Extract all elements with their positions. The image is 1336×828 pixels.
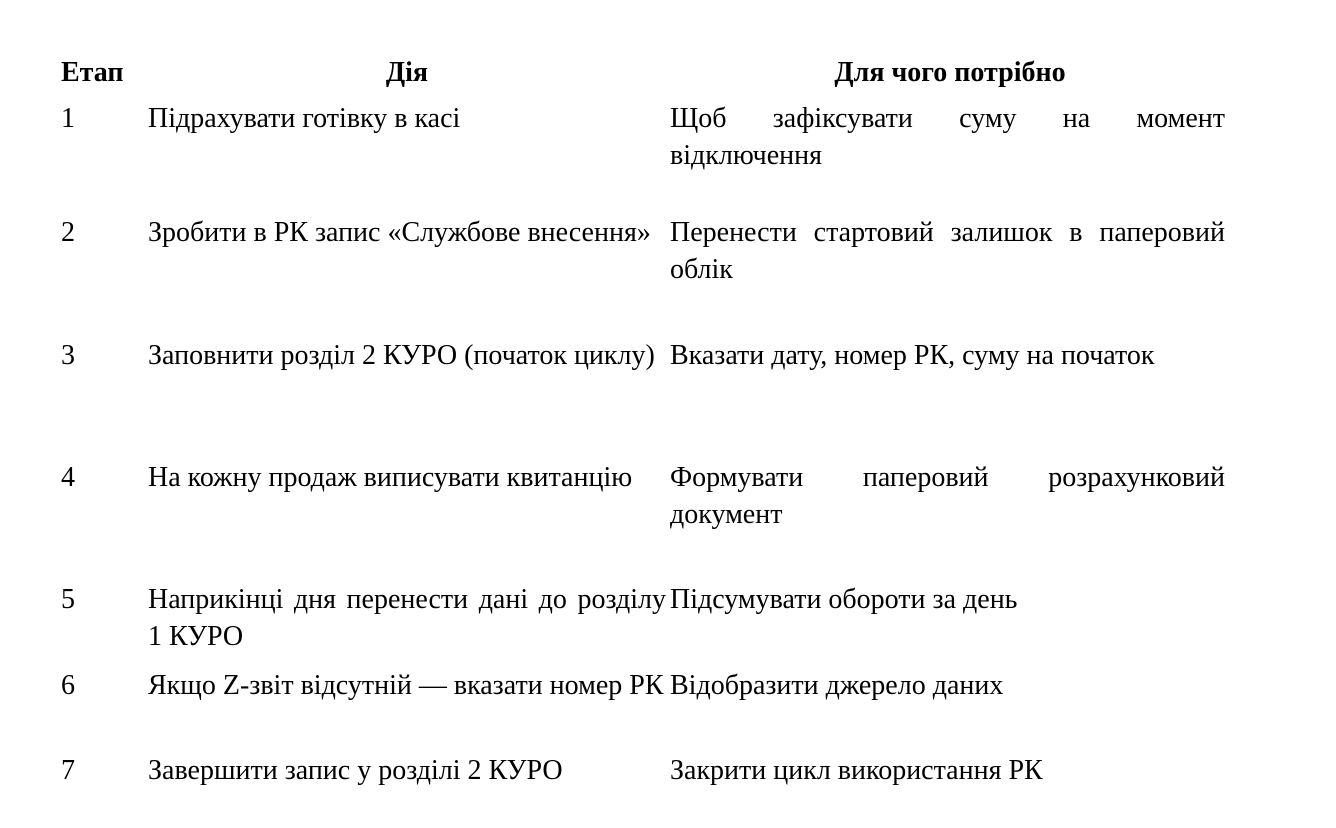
stage-action: Підрахувати готівку в касі bbox=[148, 103, 461, 134]
stage-purpose: Підсумувати обороти за день bbox=[670, 584, 1018, 615]
stage-action: Наприкінці дня перенести дані до розділу 1 КУРО bbox=[148, 584, 666, 652]
stage-number: 3 bbox=[61, 340, 75, 371]
stage-number: 4 bbox=[61, 462, 75, 493]
stage-purpose: Перенести стартовий залишок в паперовий облік bbox=[670, 217, 1225, 285]
header-stage: Етап bbox=[61, 57, 124, 88]
stage-action: Зробити в РК запис «Службове внесення» bbox=[148, 217, 651, 248]
stage-number: 6 bbox=[61, 670, 75, 701]
stage-purpose: Відобразити джерело даних bbox=[670, 670, 1004, 701]
stage-purpose: Щоб зафіксувати суму на момент відключення bbox=[670, 103, 1225, 171]
header-action: Дія bbox=[385, 57, 429, 88]
stage-number: 1 bbox=[61, 103, 75, 134]
stage-purpose: Вказати дату, номер РК, суму на початок bbox=[670, 340, 1155, 371]
stage-action: На кожну продаж виписувати квитанцію bbox=[148, 462, 633, 493]
stage-number: 7 bbox=[61, 755, 75, 786]
stage-action: Завершити запис у розділі 2 КУРО bbox=[148, 755, 563, 786]
header-purpose: Для чого потрібно bbox=[834, 57, 1066, 88]
stage-purpose: Формувати паперовий розрахунковий документ bbox=[670, 462, 1225, 530]
stage-number: 5 bbox=[61, 584, 75, 615]
stage-action: Якщо Z-звіт відсутній — вказати номер РК bbox=[148, 670, 664, 701]
stage-number: 2 bbox=[61, 217, 75, 248]
stage-action: Заповнити розділ 2 КУРО (початок циклу) bbox=[148, 340, 655, 371]
stage-purpose: Закрити цикл використання РК bbox=[670, 755, 1043, 786]
